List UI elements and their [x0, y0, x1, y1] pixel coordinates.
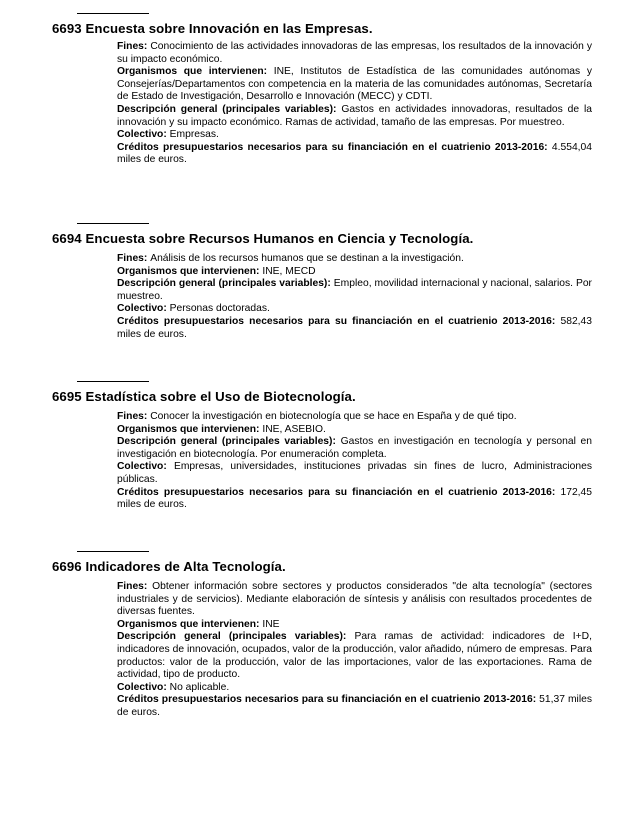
section-separator-line	[77, 381, 149, 382]
entry-title-text: Estadística sobre el Uso de Biotecnología.	[85, 389, 356, 404]
field-label: Descripción general (principales variables):	[117, 103, 337, 115]
entry-title	[52, 21, 373, 36]
section-separator-line	[77, 223, 149, 224]
field-value: Empresas.	[169, 129, 219, 141]
field-value: 172,45 miles de euros.	[117, 486, 592, 511]
entry-body	[117, 253, 592, 341]
field-value: Empresas, universidades, instituciones privadas sin fines de lucro, Administraciones públicas.	[117, 461, 592, 485]
field-organismos	[117, 266, 592, 279]
entry-code: 6693	[52, 21, 82, 36]
entry-title	[52, 389, 356, 404]
field-label: Créditos presupuestarios necesarios para su financiación en el cuatrienio 2013-2016:	[117, 694, 537, 706]
entry-title	[52, 559, 286, 574]
entry-title	[52, 231, 473, 246]
field-fines	[117, 41, 592, 66]
section-separator-line	[77, 13, 149, 14]
field-value: Análisis de los recursos humanos que se destinan a la investigación.	[150, 253, 464, 264]
field-creditos	[117, 316, 592, 341]
field-fines	[117, 581, 592, 619]
field-value: 582,43 miles de euros.	[117, 315, 592, 340]
entry-title-text: Encuesta sobre Innovación en las Empresas.	[85, 21, 373, 36]
field-colectivo	[117, 682, 592, 695]
field-organismos	[117, 619, 592, 632]
field-value: No aplicable.	[169, 681, 230, 693]
field-label: Organismos que intervienen:	[117, 423, 260, 435]
field-organismos	[117, 424, 592, 437]
field-fines	[117, 411, 592, 424]
field-label: Organismos que intervienen:	[117, 265, 260, 277]
field-label: Fines:	[117, 253, 148, 264]
field-value: Para ramas de actividad: indicadores de I+D, indicadores de innovación, ocupados, valor de la producción, valor añadido, número de empresas. Para productos: valor de la producción, valor de las importaciones, valor de las exportaciones. Rama de actividad, tipo de producto.	[117, 631, 592, 681]
field-value: Personas doctoradas.	[169, 303, 270, 315]
field-label: Fines:	[117, 581, 148, 592]
entry-code: 6696	[52, 559, 82, 574]
field-label: Fines:	[117, 411, 148, 422]
field-value: INE, MECD	[262, 265, 316, 277]
field-descripcion	[117, 436, 592, 461]
field-organismos	[117, 66, 592, 104]
field-fines	[117, 253, 592, 266]
field-label: Colectivo:	[117, 303, 167, 315]
field-value: Gastos en actividades innovadoras, resultados de la innovación y su impacto económico. Ramas de actividad, tamaño de las empresas. Por muestreo.	[117, 103, 592, 128]
field-creditos	[117, 487, 592, 512]
entry-title-text: Encuesta sobre Recursos Humanos en Ciencia y Tecnología.	[85, 231, 474, 246]
field-descripcion	[117, 631, 592, 681]
field-label: Organismos que intervienen:	[117, 66, 268, 78]
field-value: INE, ASEBIO.	[262, 423, 326, 435]
field-label: Organismos que intervienen:	[117, 618, 260, 630]
field-colectivo	[117, 303, 592, 316]
field-label: Colectivo:	[117, 681, 167, 693]
field-descripcion	[117, 104, 592, 129]
field-label: Créditos presupuestarios necesarios para su financiación en el cuatrienio 2013-2016:	[117, 315, 556, 327]
field-label: Colectivo:	[117, 461, 167, 473]
field-value: 51,37 miles de euros.	[117, 694, 592, 718]
field-label: Fines:	[117, 41, 148, 52]
field-value: 4.554,04 miles de euros.	[117, 141, 592, 166]
field-value: Gastos en investigación en tecnología y personal en investigación en biotecnología. Por enumeración completa.	[117, 436, 592, 460]
entry-body	[117, 411, 592, 512]
field-label: Colectivo:	[117, 129, 167, 141]
entry-code: 6695	[52, 389, 82, 404]
field-colectivo	[117, 129, 592, 142]
field-value: Conocer la investigación en biotecnología que se hace en España y de qué tipo.	[150, 411, 517, 422]
field-label: Descripción general (principales variables):	[117, 436, 336, 448]
field-value: Obtener información sobre sectores y productos considerados "de alta tecnología" (sectores industriales y de servicios). Mediante elaboración de síntesis y análisis con resultados procedentes de diversas fuentes.	[117, 581, 592, 618]
entry-code: 6694	[52, 231, 82, 246]
field-creditos	[117, 142, 592, 167]
field-label: Créditos presupuestarios necesarios para su financiación en el cuatrienio 2013-2016:	[117, 486, 556, 498]
entry-body	[117, 41, 592, 167]
entry-body	[117, 581, 592, 720]
section-separator-line	[77, 551, 149, 552]
field-label: Descripción general (principales variables):	[117, 631, 347, 643]
field-descripcion	[117, 278, 592, 303]
field-colectivo	[117, 461, 592, 486]
field-value: INE, Institutos de Estadística de las comunidades autónomas y Consejerías/Departamentos con competencia en la materia de las comunidades autónomas, Secretaría de Estado de Investigación, Desarrollo e Innovación (MECC) y CDTI.	[117, 66, 592, 103]
field-label: Créditos presupuestarios necesarios para su financiación en el cuatrienio 2013-2016:	[117, 141, 548, 153]
entry-title-text: Indicadores de Alta Tecnología.	[85, 559, 286, 574]
field-creditos	[117, 694, 592, 719]
field-label: Descripción general (principales variables):	[117, 278, 331, 290]
field-value: INE	[262, 618, 280, 630]
field-value: Conocimiento de las actividades innovadoras de las empresas, los resultados de la innovación y su impacto económico.	[117, 41, 592, 65]
field-value: Empleo, movilidad internacional y nacional, salarios. Por muestreo.	[117, 278, 592, 302]
